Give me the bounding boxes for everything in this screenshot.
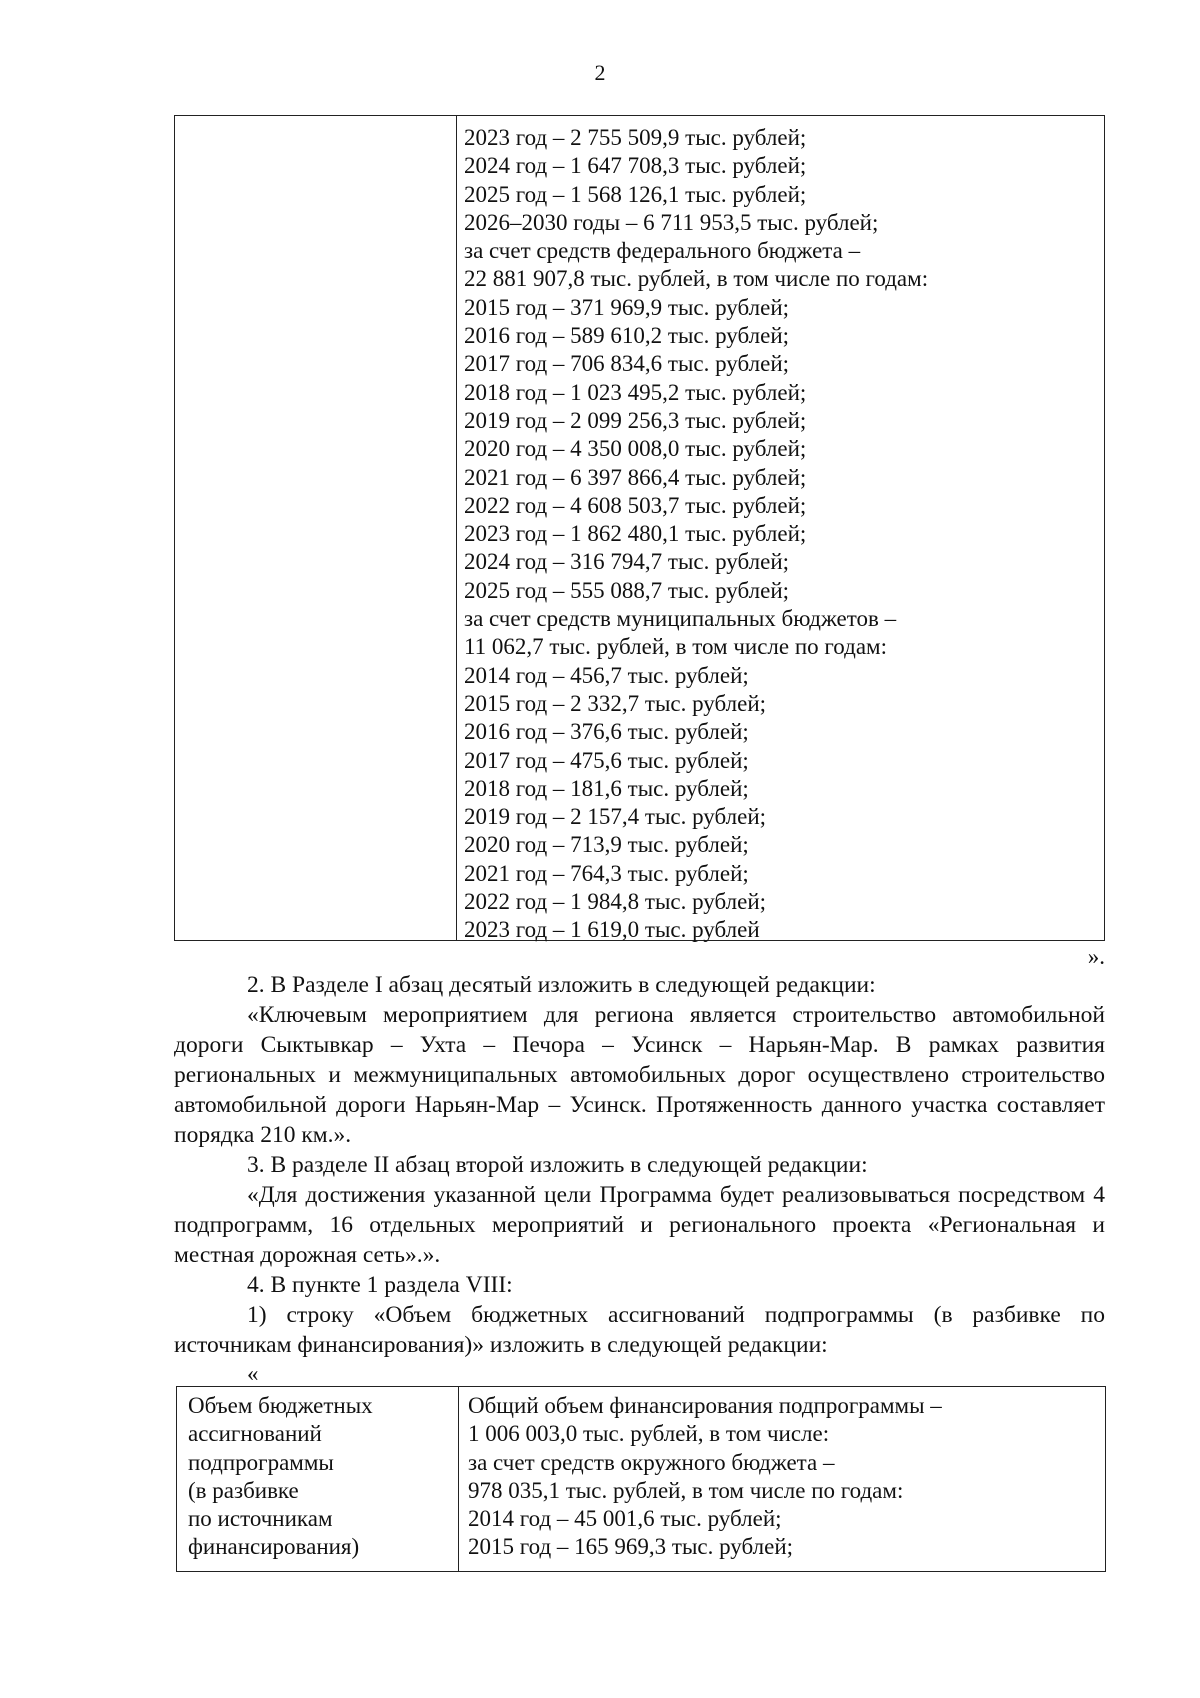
text-line: 2025 год – 1 568 126,1 тыс. рублей; [464, 181, 807, 207]
text-line: 2014 год – 456,7 тыс. рублей; [464, 662, 749, 688]
closing-quote: ». [1087, 944, 1105, 969]
paragraph-section-8-point: 4. В пункте 1 раздела VIII: [247, 1272, 513, 1298]
text-line: 2024 год – 316 794,7 тыс. рублей; [464, 549, 790, 575]
text-line: 2018 год – 1 023 495,2 тыс. рублей; [464, 379, 807, 405]
text-line: 2019 год – 2 099 256,3 тыс. рублей; [464, 407, 807, 433]
text-line: 2021 год – 6 397 866,4 тыс. рублей; [464, 464, 807, 490]
text-line: 2017 год – 475,6 тыс. рублей; [464, 747, 749, 773]
text-line: за счет средств муниципальных бюджетов – [464, 606, 897, 632]
text-line: Объем бюджетных [188, 1393, 373, 1418]
body-text [174, 970, 1105, 1360]
text-line: по источникам [188, 1506, 333, 1532]
text-line: (в разбивке [188, 1477, 299, 1503]
text-line: 2020 год – 4 350 008,0 тыс. рублей; [464, 436, 807, 462]
paragraph-section-2-change: 3. В разделе II абзац второй изложить в следующей редакции: [247, 1152, 868, 1178]
text-line: 2017 год – 706 834,6 тыс. рублей; [464, 351, 790, 377]
row-label-lines [188, 1392, 373, 1562]
text-line: 978 035,1 тыс. рублей, в том числе по годам: [468, 1477, 904, 1503]
text-line: 2016 год – 376,6 тыс. рублей; [464, 719, 749, 745]
text-line: Общий объем финансирования подпрограммы – [468, 1393, 942, 1418]
paragraph-program-goal-quote: «Для достижения указанной цели Программа будет реализовываться посредством 4 подпрограмм, 16 отдельных мероприятий и регионального проекта «Региональная и местная дорожная сеть».». [174, 1182, 1105, 1268]
text-line: 2022 год – 4 608 503,7 тыс. рублей; [464, 492, 807, 518]
paragraph-row-replacement: 1) строку «Объем бюджетных ассигнований подпрограммы (в разбивке по источникам финансирования)» изложить в следующей редакции: [174, 1302, 1105, 1358]
text-line: 2015 год – 371 969,9 тыс. рублей; [464, 294, 790, 320]
column-divider [458, 1387, 459, 1571]
text-line: финансирования) [188, 1534, 360, 1560]
text-line: 1 006 003,0 тыс. рублей, в том числе: [468, 1421, 830, 1447]
funding-table-continuation [174, 115, 1105, 941]
text-line: 2024 год – 1 647 708,3 тыс. рублей; [464, 153, 807, 179]
text-line: 11 062,7 тыс. рублей, в том числе по годам: [464, 634, 887, 660]
subprogram-funding-table [176, 1386, 1106, 1572]
paragraph-key-measure-quote: «Ключевым мероприятием для региона является строительство автомобильной дороги Сыктывкар – Ухта – Печора – Усинск – Нарьян-Мар. В рамках развития региональных и межмуниципальных автомобильных дорог осуществлено строительство автомобильной дороги Нарьян-Мар – Усинск. Протяженность данного участка составляет порядка 210 км.». [174, 1002, 1105, 1148]
column-divider [456, 116, 457, 940]
text-line: 22 881 907,8 тыс. рублей, в том числе по годам: [464, 266, 929, 292]
text-line: 2016 год – 589 610,2 тыс. рублей; [464, 323, 790, 349]
text-line: 2023 год – 2 755 509,9 тыс. рублей; [464, 125, 807, 150]
text-line: 2014 год – 45 001,6 тыс. рублей; [468, 1506, 782, 1532]
text-line: ассигнований [188, 1421, 322, 1447]
text-line: 2018 год – 181,6 тыс. рублей; [464, 775, 749, 801]
text-line: подпрограммы [188, 1449, 334, 1475]
open-quote: « [247, 1361, 259, 1386]
text-line: 2026–2030 годы – 6 711 953,5 тыс. рублей; [464, 209, 879, 235]
text-line: 2025 год – 555 088,7 тыс. рублей; [464, 577, 790, 603]
text-line: за счет средств окружного бюджета – [468, 1449, 835, 1475]
text-line: 2023 год – 1 619,0 тыс. рублей [464, 917, 760, 943]
page-number: 2 [594, 60, 606, 85]
text-line: 2015 год – 2 332,7 тыс. рублей; [464, 690, 767, 716]
text-line: 2021 год – 764,3 тыс. рублей; [464, 860, 749, 886]
text-line: 2022 год – 1 984,8 тыс. рублей; [464, 889, 767, 915]
funding-lines [464, 124, 928, 945]
text-line: за счет средств федерального бюджета – [464, 238, 861, 264]
row-value-lines [468, 1392, 942, 1562]
text-line: 2019 год – 2 157,4 тыс. рублей; [464, 804, 767, 830]
text-line: 2023 год – 1 862 480,1 тыс. рублей; [464, 521, 807, 547]
text-line: 2015 год – 165 969,3 тыс. рублей; [468, 1534, 794, 1560]
text-line: 2020 год – 713,9 тыс. рублей; [464, 832, 749, 858]
paragraph-section-1-change: 2. В Разделе I абзац десятый изложить в следующей редакции: [247, 972, 876, 998]
